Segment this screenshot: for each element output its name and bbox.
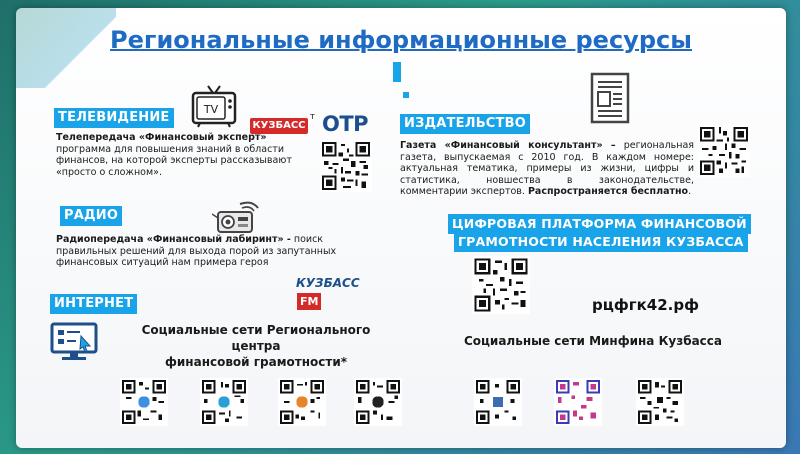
publishing-lead: Газета «Финансовый консультант» – xyxy=(400,140,616,151)
section-label-internet: ИНТЕРНЕТ xyxy=(50,294,137,314)
slide xyxy=(16,8,786,448)
social-center-caption-line1: Социальные сети Регионального центра xyxy=(141,323,371,353)
newspaper-icon xyxy=(590,72,632,126)
qr-code-minfin-3[interactable] xyxy=(636,378,684,426)
qr-code-social-1[interactable] xyxy=(120,378,168,426)
section-label-digital-line1: ЦИФРОВАЯ ПЛАТФОРМА ФИНАНСОВОЙ xyxy=(448,214,751,234)
publishing-free: Распространяется бесплатно xyxy=(527,186,689,197)
tv-lead: Телепередача «Финансовый эксперт» xyxy=(56,132,267,143)
social-center-caption xyxy=(126,322,386,370)
qr-code-tv[interactable] xyxy=(320,140,372,192)
radio-icon xyxy=(212,200,266,236)
platform-site-link[interactable]: рцфгк42.рф xyxy=(592,296,699,314)
section-label-digital-line2: ГРАМОТНОСТИ НАСЕЛЕНИЯ КУЗБАССА xyxy=(454,232,748,252)
social-center-caption-line2: финансовой грамотности* xyxy=(164,355,348,369)
qr-code-icon xyxy=(278,378,326,426)
qr-code-icon xyxy=(200,378,248,426)
qr-code-social-3[interactable] xyxy=(278,378,326,426)
qr-code-minfin-1[interactable] xyxy=(474,378,522,426)
qr-code-publishing[interactable] xyxy=(698,125,750,177)
qr-code-social-2[interactable] xyxy=(200,378,248,426)
tv-icon-text: TV xyxy=(203,103,219,116)
page-title: Региональные информационные ресурсы xyxy=(110,26,692,54)
qr-code-minfin-2[interactable] xyxy=(554,378,602,426)
tv-body: программа для повышения знаний в области финансов, на которой эксперты рассказывают «просто о сложном». xyxy=(56,143,292,178)
qr-code-icon xyxy=(120,378,168,426)
qr-code-icon xyxy=(474,378,522,426)
qr-code-icon xyxy=(472,256,530,314)
radio-description xyxy=(56,234,356,269)
qr-code-icon xyxy=(554,378,602,426)
qr-code-icon xyxy=(698,125,750,177)
otr-logo xyxy=(322,112,378,136)
section-label-publishing: ИЗДАТЕЛЬСТВО xyxy=(400,114,530,134)
publishing-description: Газета «Финансовый консультант» – региональная газета, выпускаемая с 2010 год. В каждом номере: актуальная тематика, примеры из жизни, цифры и статистика, новшества в законодательстве, комментарии экспертов. Распространяется бесплатно. xyxy=(400,140,694,197)
section-label-tv: ТЕЛЕВИДЕНИЕ xyxy=(54,108,174,128)
otr-logo-text: ОТР xyxy=(322,112,369,136)
accent-bar xyxy=(393,62,401,82)
radio-body: поиск правильных решений для выхода порой из запутанных финансовых ситуаций нам примера героя xyxy=(56,234,337,268)
social-minfin-caption: Социальные сети Минфина Кузбасса xyxy=(463,334,722,348)
section-label-radio: РАДИО xyxy=(60,206,122,226)
kuzbass-tv-logo-sup: т xyxy=(309,112,315,122)
qr-code-icon xyxy=(636,378,684,426)
radio-lead: Радиопередача «Финансовый лабиринт» - xyxy=(56,234,291,245)
kuzbass-fm-logo-text: КУЗБАСС xyxy=(296,276,360,290)
publishing-body: региональная газета, выпускаемая с 2010 год. В каждом номере: актуальная тематика, примеры из жизни, цифры и статистика, новшества в законодательстве, комментарии экспертов. xyxy=(400,140,694,197)
computer-icon xyxy=(50,322,98,362)
tv-description xyxy=(56,132,318,178)
qr-code-social-4[interactable] xyxy=(354,378,402,426)
tv-icon xyxy=(190,84,238,128)
accent-bar-small xyxy=(403,92,409,98)
qr-code-icon xyxy=(320,140,372,192)
kuzbass-tv-logo-text: КУЗБАСС xyxy=(252,120,306,131)
qr-code-platform[interactable] xyxy=(472,256,530,314)
kuzbass-fm-logo-fm: FM xyxy=(297,293,321,310)
qr-code-icon xyxy=(354,378,402,426)
kuzbass-fm-logo xyxy=(296,274,378,308)
